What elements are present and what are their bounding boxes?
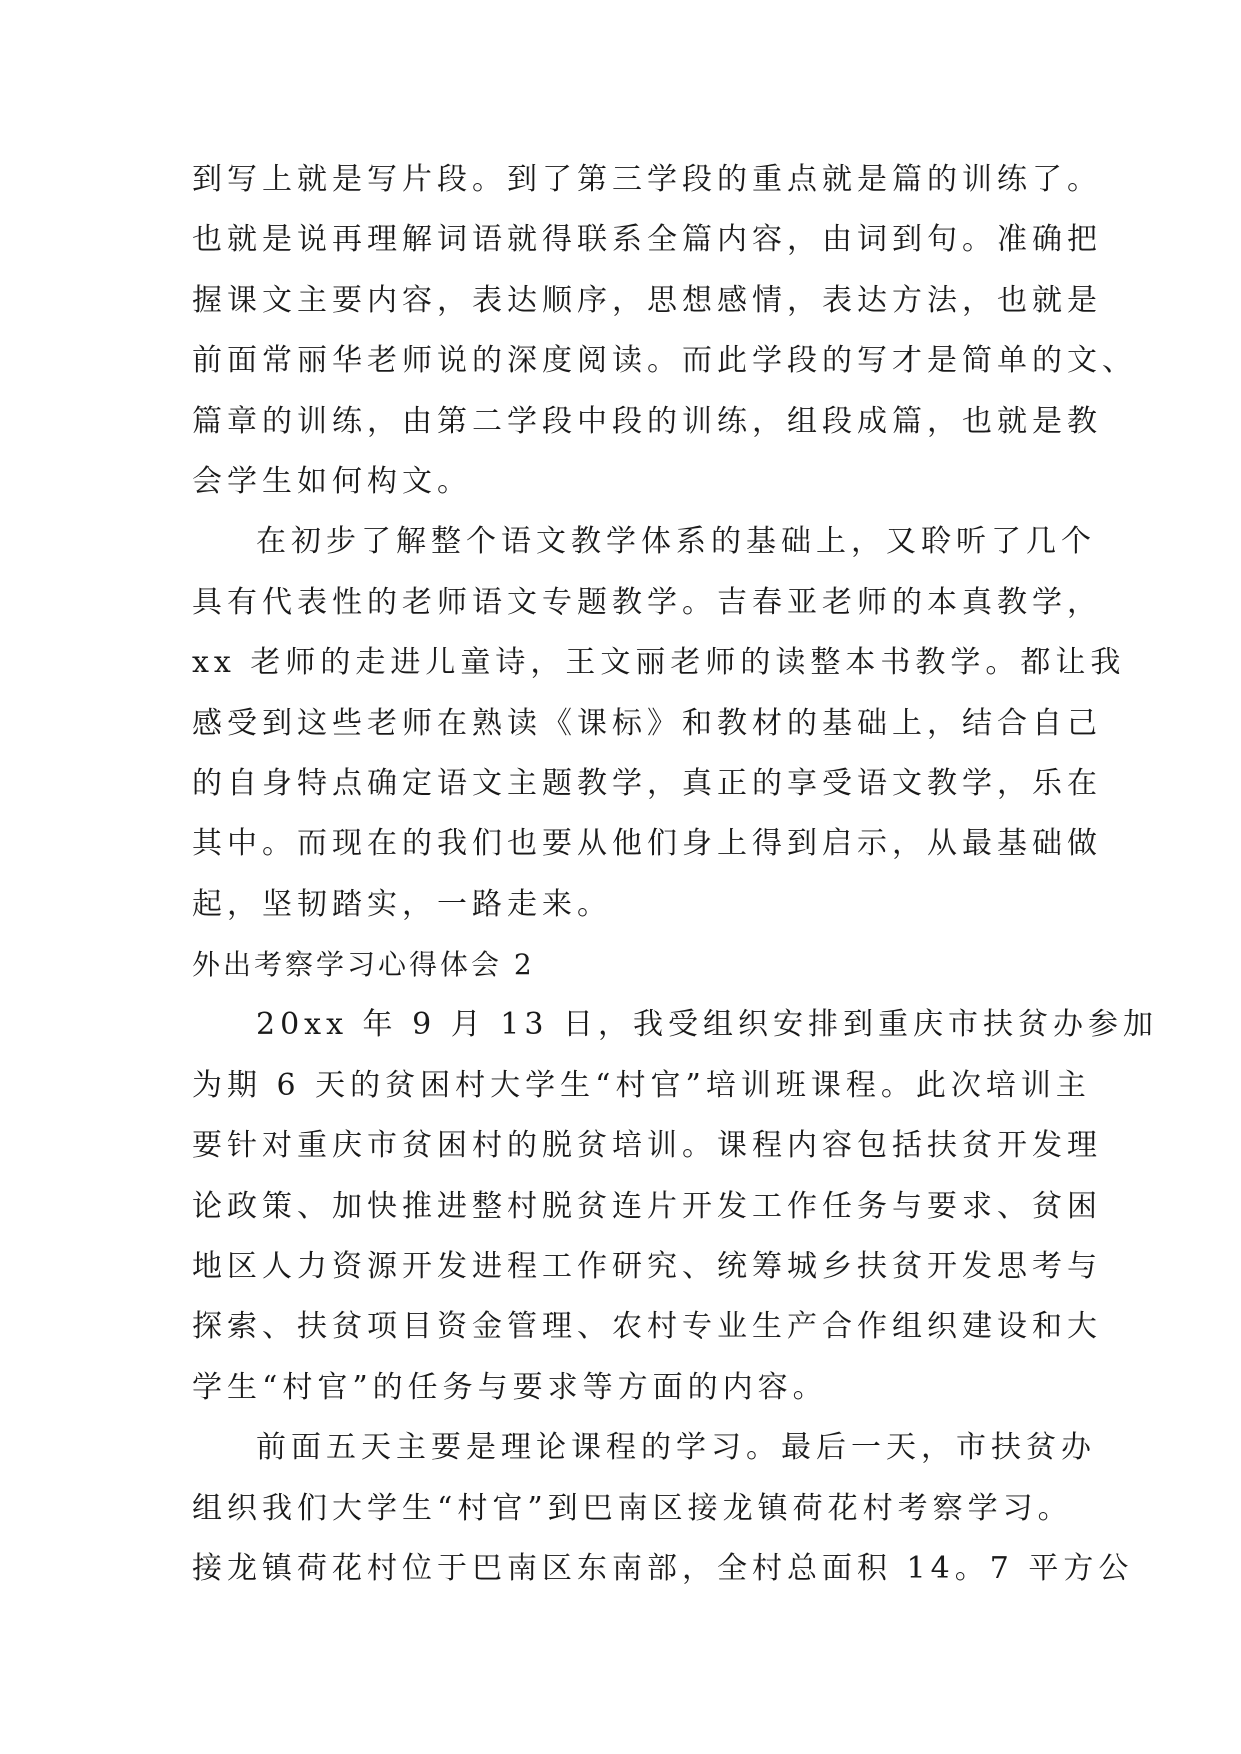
text-line: 的自身特点确定语文主题教学，真正的享受语文教学，乐在 (192, 765, 1102, 801)
text-line: 感受到这些老师在熟读《课标》和教材的基础上，结合自己 (192, 705, 1102, 741)
text-line: 前面常丽华老师说的深度阅读。而此学段的写才是简单的文、 (192, 343, 1137, 379)
text-line: 其中。而现在的我们也要从他们身上得到启示，从最基础做 (192, 826, 1102, 862)
text-line: 地区人力资源开发进程工作研究、统筹城乡扶贫开发思考与 (192, 1249, 1102, 1285)
text-line: 具有代表性的老师语文专题教学。吉春亚老师的本真教学， (192, 584, 1102, 620)
text-line: 也就是说再理解词语就得联系全篇内容，由词到句。准确把 (192, 222, 1102, 258)
text-line: 篇章的训练，由第二学段中段的训练，组段成篇，也就是教 (192, 403, 1102, 439)
text-line: 接龙镇荷花村位于巴南区东南部，全村总面积 14。7 平方公 (192, 1550, 1134, 1586)
paragraph (192, 150, 1137, 512)
paragraph (192, 512, 1126, 935)
text-line: 论政策、加快推进整村脱贫连片开发工作任务与要求、贫困 (192, 1188, 1102, 1224)
text-line: 握课文主要内容，表达顺序，思想感情，表达方法，也就是 (192, 282, 1102, 318)
paragraph (192, 995, 1158, 1418)
text-line: 起，坚韧踏实，一路走来。 (192, 886, 612, 922)
paragraph (192, 1418, 1134, 1599)
document-body (192, 150, 1158, 1599)
text-line: 20xx 年 9 月 13 日，我受组织安排到重庆市扶贫办参加 (256, 1007, 1158, 1043)
text-line: 到写上就是写片段。到了第三学段的重点就是篇的训练了。 (192, 162, 1102, 197)
text-line: 要针对重庆市贫困村的脱贫培训。课程内容包括扶贫开发理 (192, 1128, 1102, 1164)
text-line: 前面五天主要是理论课程的学习。最后一天，市扶贫办 (256, 1430, 1096, 1466)
text-line: 学生“村官”的任务与要求等方面的内容。 (192, 1369, 828, 1405)
text-line: xx 老师的走进儿童诗，王文丽老师的读整本书教学。都让我 (192, 645, 1126, 681)
section-heading: 外出考察学习心得体会 2 (192, 948, 535, 982)
text-line: 在初步了解整个语文教学体系的基础上，又聆听了几个 (256, 524, 1096, 560)
text-line: 探索、扶贫项目资金管理、农村专业生产合作组织建设和大 (192, 1309, 1102, 1345)
text-line: 会学生如何构文。 (192, 463, 472, 499)
text-line: 组织我们大学生“村官”到巴南区接龙镇荷花村考察学习。 (192, 1490, 1073, 1526)
text-line: 为期 6 天的贫困村大学生“村官”培训班课程。此次培训主 (192, 1067, 1091, 1103)
